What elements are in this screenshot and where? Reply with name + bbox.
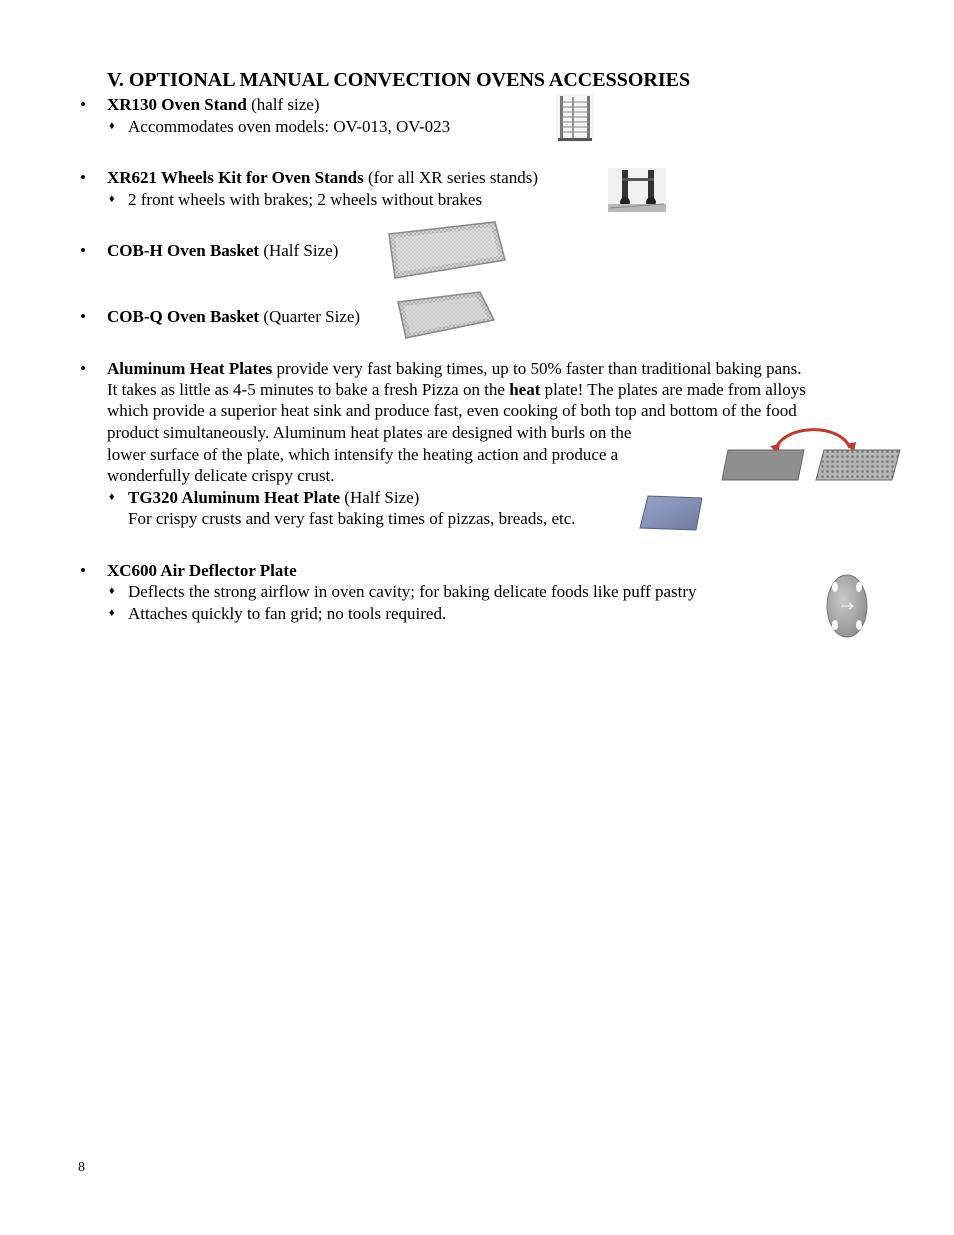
- bullet-icon: •: [80, 561, 86, 580]
- paragraph-text: It takes as little as 4-5 minutes to bake a fresh Pizza on the: [107, 380, 510, 399]
- item-cobh: [107, 240, 338, 262]
- item-name: XR621 Wheels Kit for Oven Stands: [107, 168, 364, 187]
- bullet-icon: •: [80, 95, 86, 114]
- aluminum-line-3: which provide a superior heat sink and produce fast, even cooking of both top and bottom of the food: [107, 401, 797, 420]
- item-detail: Attaches quickly to fan grid; no tools required.: [128, 604, 447, 623]
- item-name: TG320 Aluminum Heat Plate: [128, 488, 341, 507]
- item-cobq: [107, 306, 360, 328]
- bullet-icon: •: [80, 241, 86, 260]
- tg320-title: [128, 487, 419, 509]
- aluminum-line-1: [107, 358, 802, 380]
- bullet-icon: •: [80, 359, 86, 378]
- heat-plates-image: [720, 424, 902, 482]
- tg320-plate-image: [638, 494, 704, 532]
- item-note: (Quarter Size): [259, 307, 361, 326]
- paragraph-text: provide very fast baking times, up to 50% faster than traditional baking pans.: [272, 359, 802, 378]
- item-note: (Half Size): [340, 488, 420, 507]
- bullet-icon: •: [80, 168, 86, 187]
- half-basket-image: [385, 220, 507, 282]
- air-deflector-image: [825, 573, 869, 639]
- item-name: COB-H Oven Basket: [107, 241, 260, 260]
- item-xc600: [107, 560, 297, 582]
- wheels-kit-image: [608, 168, 666, 212]
- item-xr130: [107, 94, 320, 116]
- aluminum-line-5: lower surface of the plate, which intensify the heating action and produce a: [107, 445, 619, 464]
- item-note: (half size): [246, 95, 320, 114]
- quarter-basket-image: [394, 290, 498, 342]
- diamond-icon: ♦: [109, 193, 115, 205]
- diamond-icon: ♦: [109, 120, 115, 132]
- item-detail: Deflects the strong airflow in oven cavity; for baking delicate foods like puff pastry: [128, 582, 697, 601]
- item-detail: 2 front wheels with brakes; 2 wheels without brakes: [128, 190, 483, 209]
- tg320-description: For crispy crusts and very fast baking times of pizzas, breads, etc.: [128, 509, 576, 528]
- item-name: COB-Q Oven Basket: [107, 307, 260, 326]
- item-name: Aluminum Heat Plates: [107, 359, 273, 378]
- aluminum-line-2: [107, 379, 806, 401]
- bullet-icon: •: [80, 307, 86, 326]
- diamond-icon: ♦: [109, 607, 115, 619]
- oven-stand-image: [556, 94, 594, 142]
- item-name: XC600 Air Deflector Plate: [107, 561, 297, 580]
- item-note: (for all XR series stands): [363, 168, 538, 187]
- page-number: 8: [78, 1160, 85, 1175]
- item-name: XR130 Oven Stand: [107, 95, 247, 114]
- item-detail: Accommodates oven models: OV-013, OV-023: [128, 117, 451, 136]
- diamond-icon: ♦: [109, 585, 115, 597]
- item-note: (Half Size): [259, 241, 339, 260]
- paragraph-text: plate! The plates are made from alloys: [540, 380, 806, 399]
- aluminum-line-4: product simultaneously. Aluminum heat plates are designed with burls on the: [107, 423, 632, 442]
- item-xr621: [107, 167, 538, 189]
- section-heading: V. OPTIONAL MANUAL CONVECTION OVENS ACCESSORIES: [107, 69, 691, 91]
- diamond-icon: ♦: [109, 491, 115, 503]
- bold-word: heat: [509, 380, 541, 399]
- aluminum-line-6: wonderfully delicate crispy crust.: [107, 466, 335, 485]
